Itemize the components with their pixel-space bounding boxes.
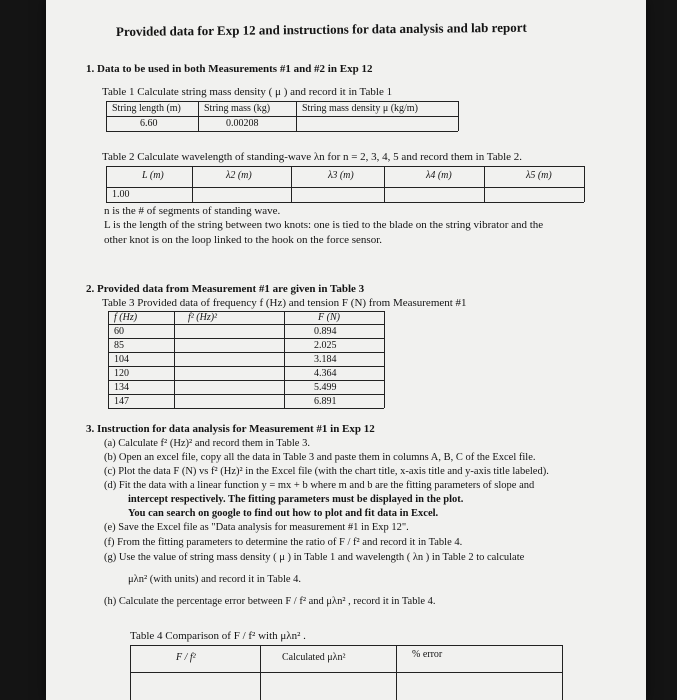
table3-header-f: f (Hz)	[114, 312, 138, 323]
table1-header-density: String mass density μ (kg/m)	[302, 103, 418, 114]
table2-header-lambda4: λ4 (m)	[426, 170, 452, 181]
instruction-d-line2: intercept respectively. The fitting parameters must be displayed in the plot.	[128, 494, 464, 505]
table1-header-mass: String mass (kg)	[204, 103, 271, 114]
note-L-line1: L is the length of the string between two knots: one is tied to the blade on the string vibrator and the	[104, 219, 544, 231]
table2-header-lambda2: λ2 (m)	[226, 170, 252, 181]
table1-header-length: String length (m)	[112, 103, 181, 114]
table2-caption: Table 2 Calculate wavelength of standing-wave λn for n = 2, 3, 4, 5 and record them in Table 2.	[102, 151, 523, 163]
table4-caption: Table 4 Comparison of F / f² with μλn² .	[130, 630, 306, 642]
table3-f-6: 147	[114, 396, 129, 407]
note-L-line2: other knot is on the loop linked to the hook on the force sensor.	[104, 234, 383, 246]
table3-header-F: F (N)	[318, 312, 340, 323]
table1-value-length: 6.60	[140, 118, 158, 129]
table3-f-5: 134	[114, 382, 129, 393]
section3-heading: 3. Instruction for data analysis for Measurement #1 in Exp 12	[86, 423, 375, 435]
note-n: n is the # of segments of standing wave.	[104, 205, 281, 217]
table3-F-2: 2.025	[314, 340, 337, 351]
table1-value-mass: 0.00208	[226, 118, 259, 129]
table4-header-calculated: Calculated μλn²	[282, 652, 346, 663]
table3-caption: Table 3 Provided data of frequency f (Hz) and tension F (N) from Measurement #1	[102, 297, 467, 309]
table3-f-4: 120	[114, 368, 129, 379]
instruction-h: (h) Calculate the percentage error between F / f² and μλn² , record it in Table 4.	[104, 596, 436, 607]
table4-header-ratio: F / f²	[176, 652, 196, 663]
table3-F-6: 6.891	[314, 396, 337, 407]
table2-header-lambda3: λ3 (m)	[328, 170, 354, 181]
table3-f-3: 104	[114, 354, 129, 365]
instruction-b: (b) Open an excel file, copy all the data in Table 3 and paste them in columns A, B, C of the Excel file.	[104, 452, 536, 463]
table3-F-3: 3.184	[314, 354, 337, 365]
table2-header-lambda5: λ5 (m)	[526, 170, 552, 181]
table1-caption: Table 1 Calculate string mass density ( μ ) and record it in Table 1	[102, 86, 393, 98]
document-page	[46, 0, 646, 700]
section1-heading: 1. Data to be used in both Measurements #1 and #2 in Exp 12	[86, 63, 373, 75]
section2-heading: 2. Provided data from Measurement #1 are given in Table 3	[86, 283, 365, 295]
table3-f-2: 85	[114, 340, 124, 351]
instruction-d-line3: You can search on google to find out how to plot and fit data in Excel.	[128, 508, 439, 519]
table3-F-5: 5.499	[314, 382, 337, 393]
instruction-f: (f) From the fitting parameters to determine the ratio of F / f² and record it in Table 4.	[104, 537, 463, 548]
instruction-g: (g) Use the value of string mass density ( μ ) in Table 1 and wavelength ( λn ) in Table 2 to calculate	[104, 552, 525, 563]
instruction-e: (e) Save the Excel file as "Data analysis for measurement #1 in Exp 12".	[104, 522, 409, 533]
table3-F-1: 0.894	[314, 326, 337, 337]
table3-f-1: 60	[114, 326, 124, 337]
table3-F-4: 4.364	[314, 368, 337, 379]
instruction-c: (c) Plot the data F (N) vs f² (Hz)² in the Excel file (with the chart title, x-axis title and y-axis title labeled).	[104, 466, 549, 477]
instruction-a: (a) Calculate f² (Hz)² and record them in Table 3.	[104, 438, 310, 449]
table2-header-L: L (m)	[142, 170, 164, 181]
instruction-d: (d) Fit the data with a linear function y = mx + b where m and b are the fitting parameters of slope and	[104, 480, 535, 491]
instruction-g-line2: μλn² (with units) and record it in Table 4.	[128, 574, 302, 585]
page-title: Provided data for Exp 12 and instructions for data analysis and lab report	[115, 19, 527, 39]
table2-value-L: 1.00	[112, 189, 130, 200]
table3-header-f2: f² (Hz)²	[188, 312, 218, 323]
table4-header-error: % error	[412, 649, 443, 660]
